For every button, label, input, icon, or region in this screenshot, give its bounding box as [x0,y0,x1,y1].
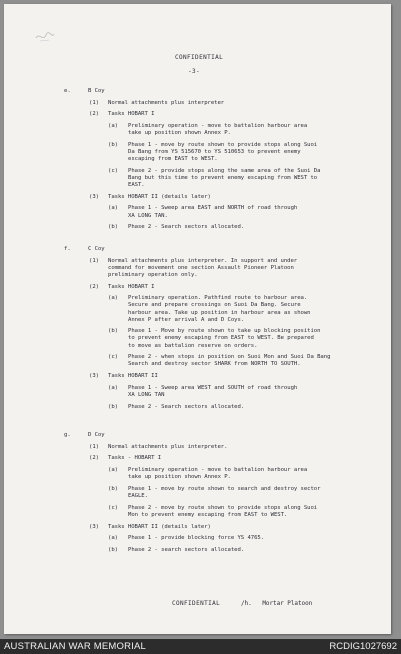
subitem-text-line: Phase 1 - Sweep area EAST and NORTH of road through [128,205,298,212]
document-page [4,4,391,634]
item-text: Tasks HOBART II [108,373,158,379]
subitem-text-line: Phase 2 - search sectors allocated. [128,546,245,553]
subitem-text-line: harbour area. Take up position in harbour area as shown [128,309,311,316]
subitem-text-line: Mon to prevent enemy escaping from EAST to WEST. [128,511,288,518]
subitem-letter: (b) [108,224,118,231]
subitem-text-line: Phase 2 - move by route shown to provide stops along Suoi [128,504,318,511]
page-number: -3- [188,68,201,75]
subitem-text-line: take up position shown Annex P. [128,130,231,137]
subitem-text-line: to move as battalion reserve on orders. [128,342,258,349]
section-letter: g. [64,432,71,438]
subitem-text-line: Phase 1 - move by route shown to search and destroy sector [128,485,321,492]
item-number: (3) [89,373,99,379]
item-number: (1) [89,257,99,264]
subitem-letter: (a) [108,467,118,474]
item-number: (1) [89,443,99,450]
subitem-text-line: escaping from EAST to WEST. [128,156,218,163]
section-letter: f. [64,246,71,252]
subitem-text-line: to prevent enemy escaping from EAST to WEST. Be prepared [128,335,314,342]
item-text-line: preliminary operation only. [108,271,198,278]
subitem-text-line: Phase 2 - provide stops along the same area of the Suoi Da [128,167,321,174]
subitem-text-line: Preliminary operation - move to battalion harbour area [128,467,308,474]
subitem-letter: (a) [108,295,118,302]
subitem-text-line: Annex P after arrival A and D Coys. [128,316,245,323]
subitem-text-line: take up position shown Annex P. [128,474,231,481]
item-text: Normal attachments plus interpreter. [108,443,228,450]
subitem-letter: (a) [108,535,118,542]
subitem-text-line: EAST. [128,182,145,188]
classification-header: CONFIDENTIAL [175,54,224,61]
subitem-text-line: EAGLE. [128,493,148,499]
archive-footer-bar [0,639,401,654]
subitem-letter: (c) [108,354,118,361]
item-number: (2) [89,455,99,462]
subitem-letter: (b) [108,328,118,335]
item-text: Tasks HOBART II (details later) [108,523,211,530]
subitem-letter: (a) [108,384,118,391]
subitem-text-line: Phase 1 - move by route shown to provide stops along Suoi [128,141,318,148]
item-text: Tasks HOBART II (details later) [108,193,211,200]
item-text-line: command for movement one section Assault Pioneer Platoon [108,264,294,271]
section-title: B Coy [88,88,105,94]
classification-footer: CONFIDENTIAL [172,600,221,607]
subitem-text-line: Preliminary operation - move to battalion harbour area [128,123,308,130]
item-number: (1) [89,99,99,106]
subitem-letter: (b) [108,546,118,553]
archive-reference: RCDIG1027692 [329,641,397,652]
item-number: (3) [89,523,99,530]
subitem-letter: (a) [108,205,118,212]
subitem-text-line: Phase 1 - provide blocking force YS 4765. [128,535,265,542]
item-text: Normal attachments plus interpreter [108,99,225,106]
subitem-text-line: XA LONG TAN. [128,212,168,219]
subitem-text-line: Phase 1 - Sweep area WEST and SOUTH of road through [128,384,298,391]
handwritten-mark-icon [34,30,56,44]
item-number: (3) [89,193,99,200]
subitem-text-line: Search and destroy sector SHARK from NORTH TO SOUTH. [128,361,301,368]
subitem-text-line: Phase 2 - Search sectors allocated. [128,403,245,410]
subitem-text-line: XA LONG TAN [128,391,165,398]
item-text: Tasks - HOBART I [108,455,162,462]
subitem-letter: (b) [108,485,118,492]
subitem-letter: (a) [108,123,118,130]
archive-institution: AUSTRALIAN WAR MEMORIAL [4,641,147,652]
subitem-text-line: Preliminary operation. Pathfind route to harbour area. [128,295,308,302]
section-title: C Coy [88,246,105,252]
item-text: Tasks HOBART I [108,283,155,290]
subitem-letter: (c) [108,504,118,511]
subitem-text-line: Da Bang from YS 515670 to YS 510653 to prevent enemy [128,149,301,155]
subitem-text-line: Phase 1 - Move by route shown to take up blocking position [128,328,321,335]
subitem-text-line: Phase 2 - Search sectors allocated. [128,224,245,231]
subitem-letter: (c) [108,167,118,174]
item-text-line: Normal attachments plus interpreter. In support and under [108,257,298,264]
continuation-note: /h. Mortar Platoon [241,600,313,607]
section-letter: e. [64,88,71,94]
item-number: (2) [89,111,99,118]
subitem-text-line: Bang but this time to prevent enemy escaping from WEST to [128,174,318,181]
item-number: (2) [89,283,99,290]
subitem-letter: (b) [108,403,118,410]
subitem-text-line: Phase 2 - when stops in position on Suoi Mon and Suoi Da Bang [128,354,331,361]
subitem-letter: (b) [108,141,118,148]
item-text: Tasks HOBART I [108,111,155,118]
section-title: D Coy [88,432,105,438]
subitem-text-line: Secure and prepare crossings on Suoi Da Bang. Secure [128,302,301,309]
